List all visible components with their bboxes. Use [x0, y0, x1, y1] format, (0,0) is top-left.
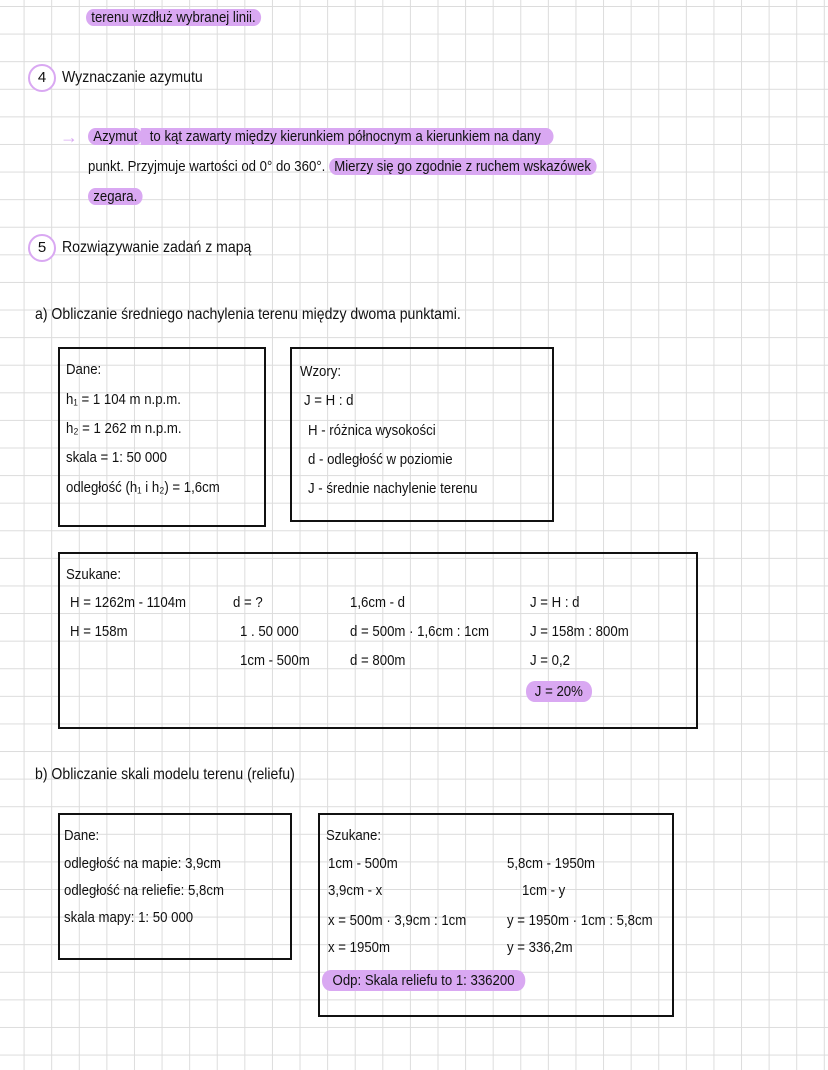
calc-line: x = 1950m	[328, 939, 391, 956]
dane-item: skala = 1: 50 000	[66, 449, 167, 466]
wzory-item: J - średnie nachylenie terenu	[308, 480, 478, 497]
paragraph-line-1: Azymut to kąt zawarty między kierunkiem północnym a kierunkiem na dany	[88, 127, 553, 147]
arrow-right-icon: →	[60, 127, 78, 147]
calc-line: d = ?	[233, 594, 263, 611]
intro-line: terenu wzdłuż wybranej linii.	[86, 8, 261, 28]
wzory-label: Wzory:	[300, 363, 342, 380]
dane-item: odległość (h₁ i h₂) = 1,6cm	[66, 479, 220, 496]
wzory-item: J = H : d	[304, 392, 354, 409]
dane-item: odległość na mapie: 3,9cm	[64, 855, 222, 872]
szukane-label: Szukane:	[326, 827, 382, 844]
calc-line: y = 336,2m	[507, 939, 573, 956]
calc-line: 5,8cm - 1950m	[507, 855, 596, 872]
calc-line: 1cm - 500m	[240, 652, 310, 669]
paragraph-line-2: punkt. Przyjmuje wartości od 0° do 360°. Mierzy się go zgodnie z ruchem wskazówek	[88, 157, 596, 177]
szukane-label: Szukane:	[66, 566, 122, 583]
calc-line: 1 . 50 000	[240, 623, 299, 640]
part-b-title: b) Obliczanie skali modelu terenu (reliefu)	[35, 766, 295, 783]
dane-label: Dane:	[64, 827, 100, 844]
section-4-title: Wyznaczanie azymutu	[62, 69, 203, 86]
calc-line: x = 500m · 3,9cm : 1cm	[328, 912, 467, 929]
dane-item: h₁ = 1 104 m n.p.m.	[66, 391, 181, 408]
calc-line: J = 158m : 800m	[530, 623, 629, 640]
calc-line: d = 500m · 1,6cm : 1cm	[350, 623, 490, 640]
result-highlight: J = 20%	[526, 682, 592, 702]
dane-item: skala mapy: 1: 50 000	[64, 909, 194, 926]
section-5-title: Rozwiązywanie zadań z mapą	[62, 239, 252, 256]
calc-line: H = 158m	[70, 623, 128, 640]
part-a-title: a) Obliczanie średniego nachylenia terenu między dwoma punktami.	[35, 306, 461, 323]
calc-line: H = 1262m - 1104m	[70, 594, 187, 611]
calc-line: d = 800m	[350, 652, 406, 669]
calc-line: J = 0,2	[530, 652, 570, 669]
wzory-item: d - odległość w poziomie	[308, 451, 453, 468]
calc-line: y = 1950m · 1cm : 5,8cm	[507, 912, 653, 929]
dane-item: odległość na reliefie: 5,8cm	[64, 882, 224, 899]
calc-line: J = H : d	[530, 594, 580, 611]
section-5-number: 5	[28, 234, 56, 262]
calc-line: 3,9cm - x	[328, 882, 383, 899]
calc-line: 1cm - 500m	[328, 855, 398, 872]
dane-item: h₂ = 1 262 m n.p.m.	[66, 420, 182, 437]
wzory-item: H - różnica wysokości	[308, 422, 436, 439]
calc-line: 1cm - y	[522, 882, 566, 899]
dane-label: Dane:	[66, 361, 102, 378]
calc-line: 1,6cm - d	[350, 594, 406, 611]
paragraph-line-3: zegara.	[88, 187, 143, 207]
section-4-number: 4	[28, 64, 56, 92]
answer-highlight: Odp: Skala reliefu to 1: 336200	[322, 971, 525, 991]
